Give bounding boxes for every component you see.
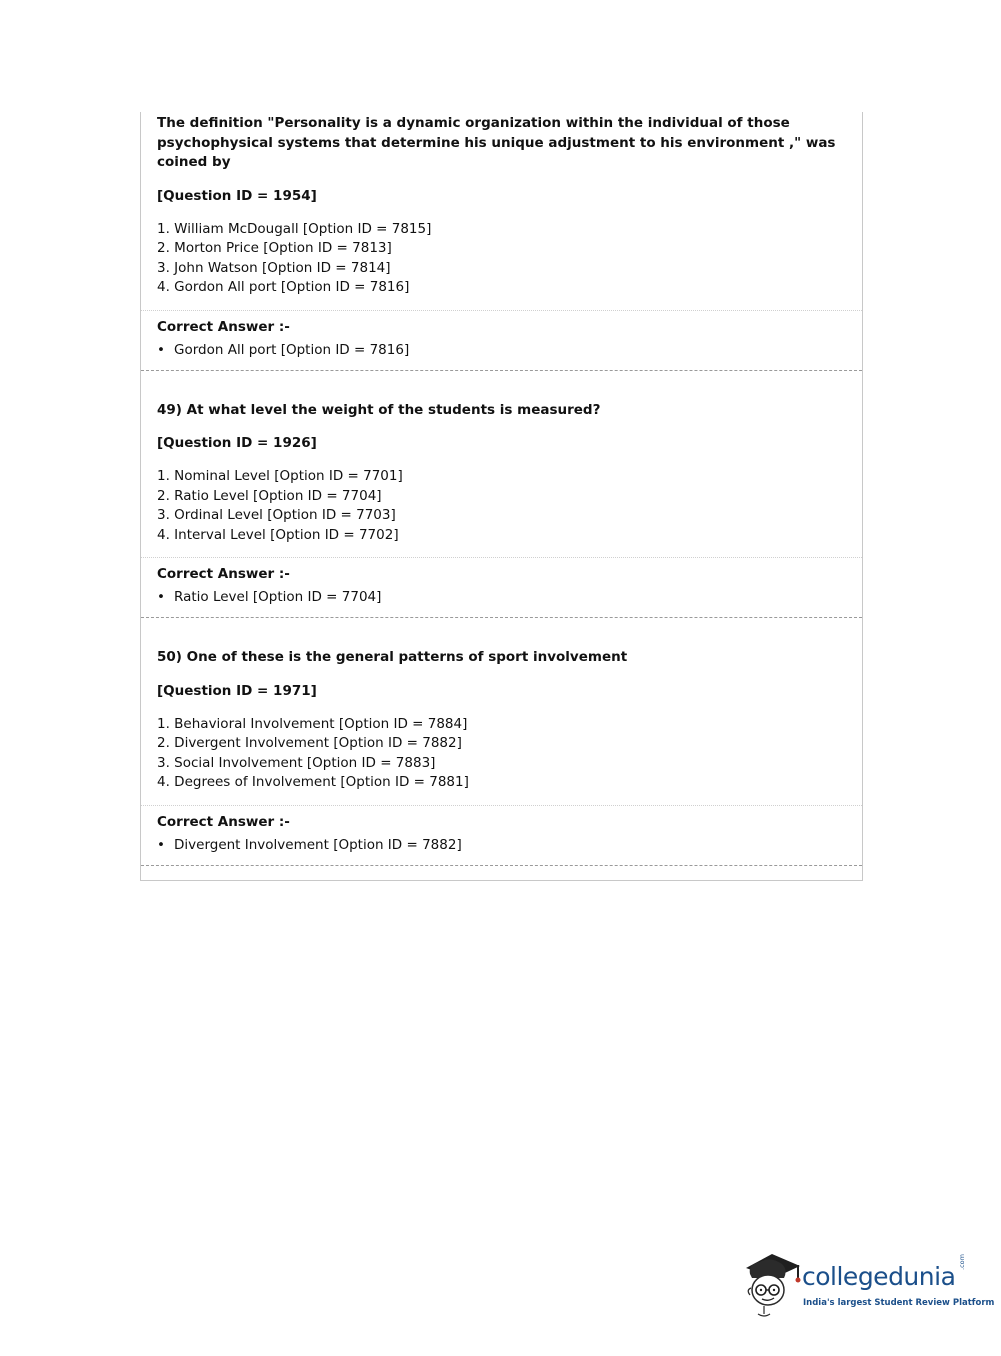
option-item: 2. Divergent Involvement [Option ID = 7882]: [157, 735, 462, 751]
question-block: [141, 618, 862, 793]
question-id: [Question ID = 1971]: [157, 682, 317, 699]
options-list: [157, 220, 846, 298]
correct-answer: [157, 341, 846, 360]
answer-block: [141, 558, 862, 607]
question-text: 50) One of these is the general patterns of sport involvement: [157, 649, 628, 665]
correct-answer: [157, 836, 846, 855]
option-item: 2. Morton Price [Option ID = 7813]: [157, 240, 392, 256]
bullet-icon: •: [157, 836, 165, 853]
correct-answer-label: Correct Answer :-: [157, 566, 290, 582]
option-item: 1. William McDougall [Option ID = 7815]: [157, 220, 432, 237]
answer-block: [141, 806, 862, 855]
bullet-icon: •: [157, 589, 165, 605]
options-list: [157, 715, 846, 793]
option-item: 3. John Watson [Option ID = 7814]: [157, 259, 391, 276]
collegedunia-logo: [742, 1248, 995, 1320]
correct-answer: [157, 588, 846, 607]
correct-answer-label: Correct Answer :-: [157, 813, 290, 830]
option-item: 3. Ordinal Level [Option ID = 7703]: [157, 507, 396, 523]
question-text: 49) At what level the weight of the students is measured?: [157, 401, 601, 418]
options-list: [157, 467, 846, 545]
option-item: 1. Behavioral Involvement [Option ID = 7884]: [157, 715, 468, 732]
option-item: 4. Gordon All port [Option ID = 7816]: [157, 279, 410, 295]
logo-wordmark: collegedunia: [802, 1262, 956, 1291]
correct-answer-text: Gordon All port [Option ID = 7816]: [174, 341, 410, 358]
question-block: [141, 371, 862, 546]
answer-block: [141, 311, 862, 360]
sheet-footer-space: [141, 866, 862, 880]
bullet-icon: •: [157, 341, 165, 358]
question-block: [141, 112, 862, 298]
correct-answer-text: Ratio Level [Option ID = 7704]: [174, 589, 382, 605]
question-id: [Question ID = 1954]: [157, 187, 317, 204]
question-sheet: [140, 112, 863, 881]
logo-domain-suffix: .com: [958, 1254, 966, 1270]
option-item: 4. Interval Level [Option ID = 7702]: [157, 526, 399, 543]
option-item: 4. Degrees of Involvement [Option ID = 7881]: [157, 774, 469, 790]
correct-answer-label: Correct Answer :-: [157, 318, 290, 335]
option-item: 2. Ratio Level [Option ID = 7704]: [157, 487, 382, 504]
option-item: 1. Nominal Level [Option ID = 7701]: [157, 468, 403, 484]
correct-answer-text: Divergent Involvement [Option ID = 7882]: [174, 836, 462, 853]
option-item: 3. Social Involvement [Option ID = 7883]: [157, 754, 436, 771]
question-id: [Question ID = 1926]: [157, 435, 317, 451]
logo-tagline: India's largest Student Review Platform: [803, 1298, 995, 1308]
mascot-icon: [742, 1248, 804, 1320]
question-text: The definition "Personality is a dynamic organization within the individual of those psychophysical systems that determine his unique adjustment to his environment ," was coined by: [157, 115, 836, 170]
